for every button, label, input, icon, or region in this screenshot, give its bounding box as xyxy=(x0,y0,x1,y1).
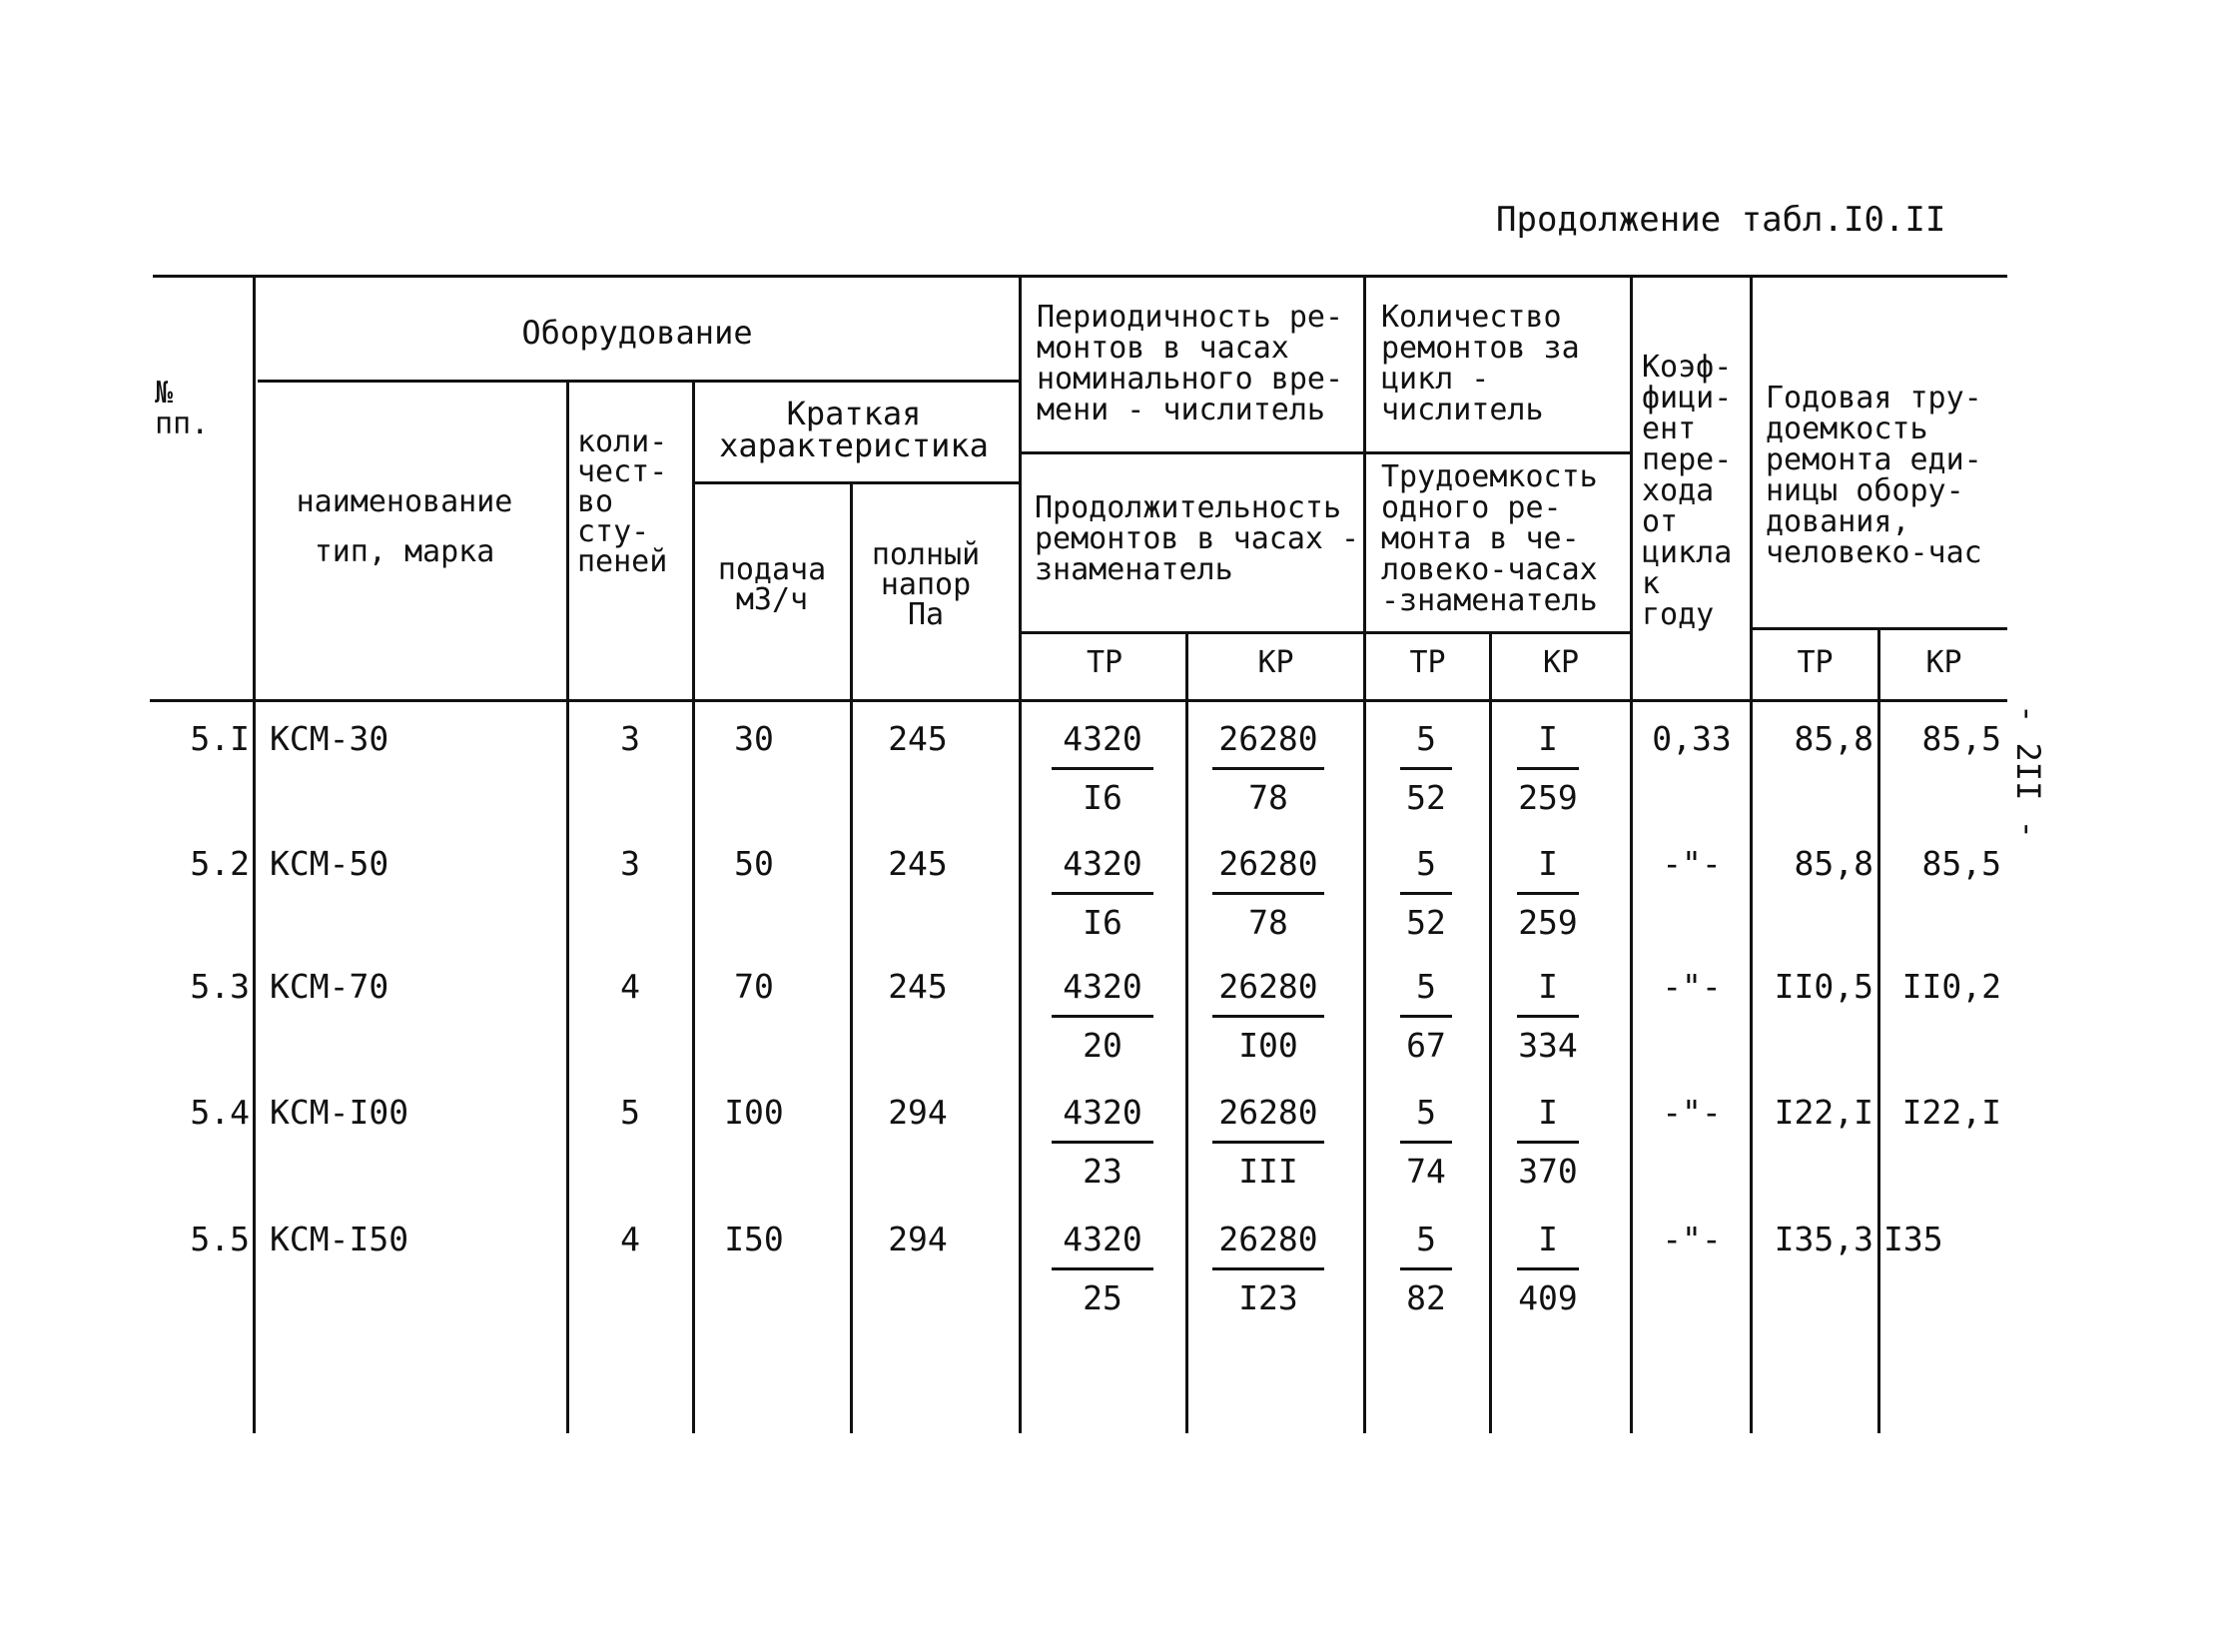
header-kr: КР xyxy=(1542,645,1580,680)
periodicity-kr-fraction xyxy=(1208,1222,1328,1316)
header-kr: КР xyxy=(1925,645,1962,680)
flow-value: I00 xyxy=(724,1093,784,1132)
fraction-numerator: 5 xyxy=(1416,719,1436,758)
fraction-bar xyxy=(1517,1267,1579,1270)
rule xyxy=(258,380,1019,383)
stage-count: 4 xyxy=(620,1220,640,1258)
stage-count: 3 xyxy=(620,844,640,883)
fraction-numerator: 4320 xyxy=(1063,1093,1142,1132)
fraction-numerator: 26280 xyxy=(1218,1093,1318,1132)
pressure-value: 294 xyxy=(888,1220,948,1258)
fraction-denominator: 409 xyxy=(1518,1278,1578,1317)
header-bottom-rule xyxy=(150,699,2007,702)
fraction-denominator: 20 xyxy=(1083,1026,1122,1065)
periodicity-kr-fraction xyxy=(1208,1095,1328,1190)
header-kr: КР xyxy=(1257,645,1294,680)
fraction-denominator: 25 xyxy=(1083,1278,1122,1317)
col-divider xyxy=(1489,633,1492,1433)
fraction-bar xyxy=(1212,1141,1324,1144)
fraction-bar xyxy=(1400,1267,1452,1270)
annual-kr-value: I35 xyxy=(1883,1220,1943,1258)
stage-count: 4 xyxy=(620,967,640,1006)
fraction-numerator: 5 xyxy=(1416,844,1436,883)
periodicity-kr-fraction xyxy=(1208,846,1328,941)
col-divider xyxy=(253,275,256,1433)
fraction-bar xyxy=(1517,767,1579,770)
fraction-numerator: I xyxy=(1538,967,1558,1006)
fraction-bar xyxy=(1212,892,1324,895)
fraction-numerator: 5 xyxy=(1416,967,1436,1006)
annual-tr-value: II0,5 xyxy=(1774,967,1873,1006)
fraction-bar xyxy=(1400,767,1452,770)
count-kr-fraction xyxy=(1513,721,1583,816)
count-kr-fraction xyxy=(1513,1222,1583,1316)
fraction-denominator: I23 xyxy=(1238,1278,1298,1317)
fraction-denominator: 67 xyxy=(1406,1026,1446,1065)
coefficient-value: -"- xyxy=(1662,1220,1722,1258)
header-brief: Краткая характеристика xyxy=(719,395,989,464)
fraction-bar xyxy=(1052,1015,1153,1018)
fraction-denominator: 82 xyxy=(1406,1278,1446,1317)
equipment-name: КСМ-30 xyxy=(270,719,389,758)
coefficient-value: -"- xyxy=(1662,844,1722,883)
col-divider xyxy=(1185,633,1188,1433)
annual-tr-value: 85,8 xyxy=(1794,844,1873,883)
fraction-bar xyxy=(1517,892,1579,895)
rule xyxy=(1019,451,1630,454)
fraction-bar xyxy=(1212,1015,1324,1018)
fraction-bar xyxy=(1212,767,1324,770)
fraction-numerator: I xyxy=(1538,1093,1558,1132)
col-divider xyxy=(850,483,853,1433)
fraction-denominator: 78 xyxy=(1248,778,1288,817)
annual-kr-value: II0,2 xyxy=(1901,967,2001,1006)
fraction-denominator: 78 xyxy=(1248,903,1288,942)
fraction-numerator: 4320 xyxy=(1063,844,1142,883)
count-kr-fraction xyxy=(1513,846,1583,941)
periodicity-tr-fraction xyxy=(1048,1095,1157,1190)
equipment-name: КСМ-70 xyxy=(270,967,389,1006)
flow-value: I50 xyxy=(724,1220,784,1258)
fraction-bar xyxy=(1517,1015,1579,1018)
fraction-denominator: I6 xyxy=(1083,778,1122,817)
annual-tr-value: I22,I xyxy=(1774,1093,1873,1132)
fraction-denominator: I6 xyxy=(1083,903,1122,942)
row-number: 5.I xyxy=(190,719,250,758)
fraction-numerator: I xyxy=(1538,1220,1558,1258)
page-number: - 2II - xyxy=(2009,704,2047,839)
header-duration: Продолжительность ремонтов в часах - знаменатель xyxy=(1035,490,1360,587)
flow-value: 30 xyxy=(734,719,774,758)
flow-value: 50 xyxy=(734,844,774,883)
header-coef: Коэф-фици-ент пере-хода от цикла к году xyxy=(1642,350,1733,632)
equipment-name: КСМ-50 xyxy=(270,844,389,883)
pressure-value: 245 xyxy=(888,844,948,883)
periodicity-tr-fraction xyxy=(1048,721,1157,816)
fraction-numerator: I xyxy=(1538,719,1558,758)
annual-tr-value: I35,3 xyxy=(1774,1220,1873,1258)
fraction-numerator: 26280 xyxy=(1218,967,1318,1006)
annual-kr-value: 85,5 xyxy=(1921,719,2001,758)
pressure-value: 245 xyxy=(888,719,948,758)
fraction-denominator: 370 xyxy=(1518,1152,1578,1191)
count-tr-fraction xyxy=(1396,1222,1456,1316)
periodicity-kr-fraction xyxy=(1208,969,1328,1064)
fraction-bar xyxy=(1400,1015,1452,1018)
fraction-bar xyxy=(1400,1141,1452,1144)
fraction-denominator: 259 xyxy=(1518,778,1578,817)
fraction-numerator: 26280 xyxy=(1218,844,1318,883)
fraction-bar xyxy=(1400,892,1452,895)
fraction-denominator: 259 xyxy=(1518,903,1578,942)
annual-kr-value: 85,5 xyxy=(1921,844,2001,883)
count-tr-fraction xyxy=(1396,846,1456,941)
fraction-denominator: 52 xyxy=(1406,778,1446,817)
fraction-numerator: 26280 xyxy=(1218,1220,1318,1258)
stage-count: 5 xyxy=(620,1093,640,1132)
flow-value: 70 xyxy=(734,967,774,1006)
row-number: 5.2 xyxy=(190,844,250,883)
pressure-value: 245 xyxy=(888,967,948,1006)
fraction-bar xyxy=(1052,892,1153,895)
table-caption: Продолжение табл.I0.II xyxy=(1496,200,1946,240)
count-tr-fraction xyxy=(1396,721,1456,816)
header-flow: подача м3/ч xyxy=(717,552,827,617)
fraction-denominator: 334 xyxy=(1518,1026,1578,1065)
fraction-numerator: 4320 xyxy=(1063,967,1142,1006)
fraction-denominator: 52 xyxy=(1406,903,1446,942)
annual-tr-value: 85,8 xyxy=(1794,719,1873,758)
top-rule xyxy=(153,275,2007,278)
col-divider xyxy=(1019,275,1022,1433)
fraction-numerator: 5 xyxy=(1416,1093,1436,1132)
coefficient-value: -"- xyxy=(1662,1093,1722,1132)
row-number: 5.3 xyxy=(190,967,250,1006)
col-divider xyxy=(1750,275,1753,1433)
header-tr: ТР xyxy=(1086,645,1123,680)
coefficient-value: 0,33 xyxy=(1652,719,1732,758)
col-divider xyxy=(692,382,695,1433)
fraction-numerator: 4320 xyxy=(1063,1220,1142,1258)
fraction-bar xyxy=(1052,1141,1153,1144)
count-tr-fraction xyxy=(1396,1095,1456,1190)
row-number: 5.5 xyxy=(190,1220,250,1258)
equipment-name: КСМ-I00 xyxy=(270,1093,409,1132)
col-divider xyxy=(566,382,569,1433)
header-num: № пп. xyxy=(155,376,210,441)
pressure-value: 294 xyxy=(888,1093,948,1132)
header-name: наименование тип, марка xyxy=(296,484,513,569)
count-kr-fraction xyxy=(1513,969,1583,1064)
fraction-bar xyxy=(1052,767,1153,770)
count-kr-fraction xyxy=(1513,1095,1583,1190)
col-divider xyxy=(1877,627,1880,1433)
rule xyxy=(1019,631,1630,634)
header-stages: коли-чест-во сту-пеней xyxy=(577,424,668,579)
fraction-numerator: 26280 xyxy=(1218,719,1318,758)
stage-count: 3 xyxy=(620,719,640,758)
periodicity-tr-fraction xyxy=(1048,1222,1157,1316)
fraction-denominator: 23 xyxy=(1083,1152,1122,1191)
coefficient-value: -"- xyxy=(1662,967,1722,1006)
periodicity-tr-fraction xyxy=(1048,846,1157,941)
fraction-denominator: 74 xyxy=(1406,1152,1446,1191)
fraction-numerator: 4320 xyxy=(1063,719,1142,758)
count-tr-fraction xyxy=(1396,969,1456,1064)
header-count: Количество ремонтов за цикл - числитель xyxy=(1381,300,1580,427)
header-pressure: полный напор Па xyxy=(871,537,981,632)
row-number: 5.4 xyxy=(190,1093,250,1132)
col-divider xyxy=(1630,275,1633,1433)
header-annual: Годовая тру-доемкость ремонта еди-ницы обору-дования, человеко-час xyxy=(1766,381,1982,570)
annual-kr-value: I22,I xyxy=(1901,1093,2001,1132)
header-labor: Трудоемкость одного ре-монта в че-ловеко-часах -знаменатель xyxy=(1381,459,1598,618)
col-divider xyxy=(1363,275,1366,1433)
periodicity-kr-fraction xyxy=(1208,721,1328,816)
equipment-name: КСМ-I50 xyxy=(270,1220,409,1258)
fraction-numerator: I xyxy=(1538,844,1558,883)
header-tr: ТР xyxy=(1797,645,1834,680)
header-tr: ТР xyxy=(1409,645,1446,680)
fraction-denominator: I00 xyxy=(1238,1026,1298,1065)
periodicity-tr-fraction xyxy=(1048,969,1157,1064)
header-periodicity: Периодичность ре-монтов в часах номинального вре-мени - числитель xyxy=(1037,300,1344,427)
fraction-bar xyxy=(1517,1141,1579,1144)
fraction-numerator: 5 xyxy=(1416,1220,1436,1258)
rule xyxy=(692,481,1019,484)
fraction-bar xyxy=(1052,1267,1153,1270)
header-equipment: Оборудование xyxy=(521,314,753,352)
fraction-bar xyxy=(1212,1267,1324,1270)
fraction-denominator: III xyxy=(1238,1152,1298,1191)
